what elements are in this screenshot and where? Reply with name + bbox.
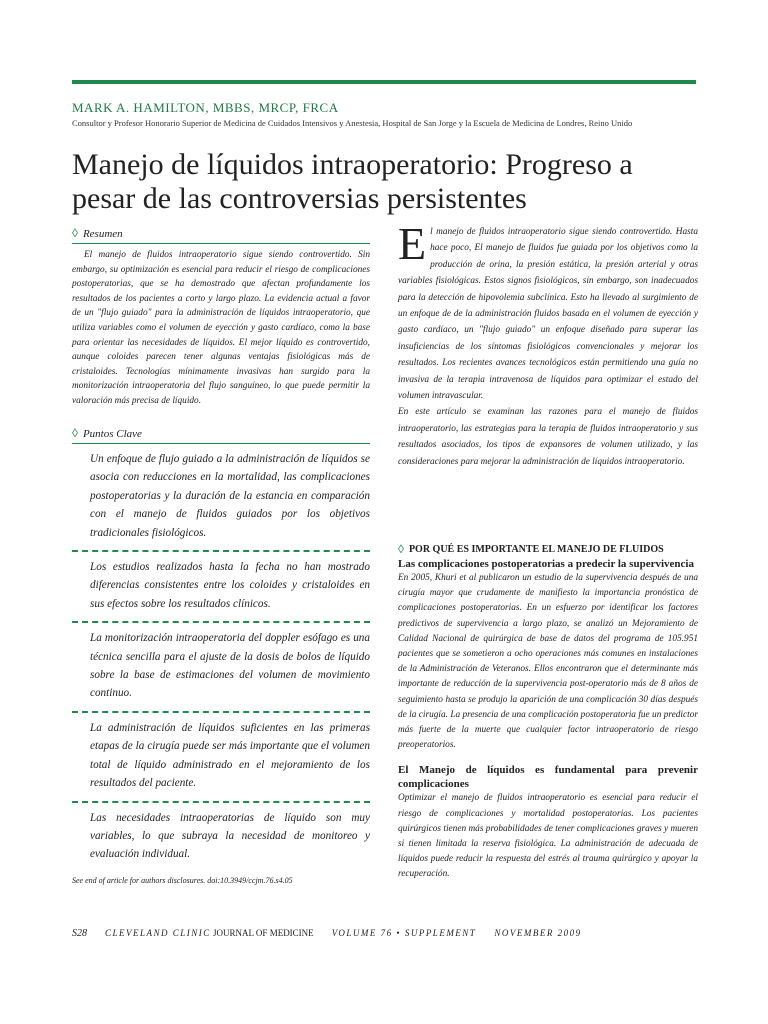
intro-paragraph-2: En este artículo se examinan las razones para el manejo de fluidos intraoperatorio, las estrategias para la terapia de fluidos intraoperatorio y sus resultados asociados, los tipos de expansores de volumen utilizado, y las consideraciones para mejorar la administración de líquidos intraoperatorio.	[398, 407, 698, 467]
intro-paragraph-1	[398, 218, 698, 404]
abstract-text: El manejo de fluidos intraoperatorio sigue siendo controvertido. Sin embargo, su optimización es esencial para reducir el riesgo de complicaciones postoperatorias, que se ha demostrado que afectan profundamente los resultados de los pacientes a corto y largo plazo. La evidencia actual a favor de un "flujo guiado" para la administración de líquidos intraoperatorio, que utiliza variables como el volumen de eyección y gasto cardíaco, como la base para orientar las necesidades de líquidos. El mejor líquido es controvertido, aunque coloides parecen tener algunas ventajas fisiológicas más de cristaloides. Tecnologías mínimamente invasivas han surgido para la monitorización intraoperatoria del flujo sanguíneo, lo que puede permitir la valoración más precisa de líquido.	[72, 250, 370, 406]
section-marker-icon: ◊	[398, 542, 404, 556]
keypoints-section	[72, 426, 370, 885]
abstract-section	[72, 226, 370, 409]
keypoint-item: La monitorización intraoperatoria del doppler esófago es una técnica sencilla para el ajuste de la dosis de bolos de líquido sobre la base de estimaciones del volumen de movimiento continuo.	[90, 632, 370, 700]
keypoints-heading	[72, 426, 370, 444]
disclosure-note: See end of article for authors disclosures. doi:10.3949/ccjm.76.s4.05	[72, 875, 293, 885]
volume-info: VOLUME 76 • SUPPLEMENT	[331, 928, 477, 938]
article-title: Manejo de líquidos intraoperatorio: Progreso a pesar de las controversias persistentes	[72, 148, 633, 215]
keypoint-item: La administración de líquidos suficientes en las primeras etapas de la cirugía puede ser más importante que el volumen total de líquido administrado en el mejoramiento de los resultados del paciente.	[90, 721, 370, 790]
author-name: MARK A. HAMILTON, MBBS, MRCP, FRCA	[72, 100, 339, 115]
subheading-fluid-management: El Manejo de líquidos es fundamental para prevenir complicaciones	[398, 764, 698, 791]
journal-name	[105, 928, 314, 938]
intro-section	[398, 218, 698, 470]
author-affiliation: Consultor y Profesor Honorario Superior de Medicina de Cuidados Intensivos y Anestesia, Hospital de San Jorge y la Escuela de Medicina de Londres, Reino Unido	[72, 118, 633, 128]
issue-date: NOVEMBER 2009	[494, 928, 582, 938]
section-why	[398, 542, 698, 883]
abstract-heading	[72, 226, 370, 244]
journal-name-caps: CLEVELAND CLINIC	[105, 928, 211, 938]
section1-paragraph-1: En 2005, Khuri et al publicaron un estudio de la supervivencia después de una cirugía mayor que crudamente de manifiesto la importancia pronóstica de complicaciones postoperatorias. En un esfuerzo por identificar los factores predictivos de supervivencia a largo plazo, se analizó un Mejoramiento de Calidad Nacional de quirúrgica de base de datos del programa de 105.951 pacientes que se sometieron a ocho operaciones más comunes en instalaciones de la Administración de Veteranos. Ellos encontraron que el determinante más importante de reducción de la supervivencia post-operatorio más de 8 años de seguimiento hasta se produjo la aparición de una complicación 30 días después de la cirugía. La presencia de una complicación postoperatoria fue un predictor más fuerte de la muerte que cualquier factor intraoperatorio de riesgo preoperatorios.	[398, 573, 698, 751]
section-marker-icon: ◊	[72, 426, 78, 440]
top-rule	[72, 80, 696, 84]
intro-paragraph-1-text: l manejo de fluidos intraoperatorio sigue siendo controvertido. Hasta hace poco, El manejo de fluidos fue guiada por los objetivos como la producción de orina, la presión estática, la presión arterial y otras variables fisiológicas. Estos signos fisiológicos, sin embargo, son inadecuados para la detección de hipovolemia subclínica. Esto ha llevado al surgimiento de un enfoque de de la administración fluidos basada en el volumen de eyección y gasto cardíaco, un "flujo guiado" un enfoque diseñado para superar las insuficiencias de los síntomas fisiológicos convencionales y mejorar los resultados. Los recientes avances tecnológicos están permitiendo una guía no invasiva de la terapia intravenosa de líquidos para optimizar el estado del volumen intravascular.	[398, 227, 698, 402]
section-heading-label: POR QUÉ ES IMPORTANTE EL MANEJO DE FLUIDOS	[408, 544, 664, 555]
page-number: S28	[72, 928, 87, 939]
abstract-heading-label: Resumen	[82, 227, 123, 240]
page-footer	[72, 928, 592, 939]
drop-cap: E	[398, 218, 427, 269]
keypoint-item: Un enfoque de flujo guiado a la administración de líquidos se asocia con reducciones en la mortalidad, las complicaciones postoperatorias y la duración de la estancia en comparación con el manejo de fluidos guiados por los objetivos tradicionales fisiológicos.	[90, 453, 370, 539]
section-heading	[398, 542, 698, 557]
journal-name-rest: JOURNAL OF MEDICINE	[213, 928, 314, 938]
keypoint-item: Las necesidades intraoperatorias de líquido son muy variables, lo que subraya la necesidad de monitoreo y evaluación individual.	[90, 811, 370, 861]
section-marker-icon: ◊	[72, 226, 78, 240]
section1-paragraph-2: Optimizar el manejo de fluidos intraoperatorio es esencial para reducir el riesgo de complicaciones y mortalidad postoperatorias. Los pacientes quirúrgicos tienen más probabilidades de tener complicaciones graves y mueren si tienen limitada la reserva fisiológica. La administración de adecuada de líquidos puede reducir la respuesta del estrés al trauma quirúrgico y apoyar la recuperación.	[398, 793, 698, 880]
keypoint-item: Los estudios realizados hasta la fecha no han mostrado diferencias consistentes entre los coloides y cristaloides en sus efectos sobre los resultados clínicos.	[90, 561, 370, 610]
subheading-complications: Las complicaciones postoperatorias a predecir la supervivencia	[398, 558, 694, 570]
keypoints-heading-label: Puntos Clave	[82, 427, 142, 440]
